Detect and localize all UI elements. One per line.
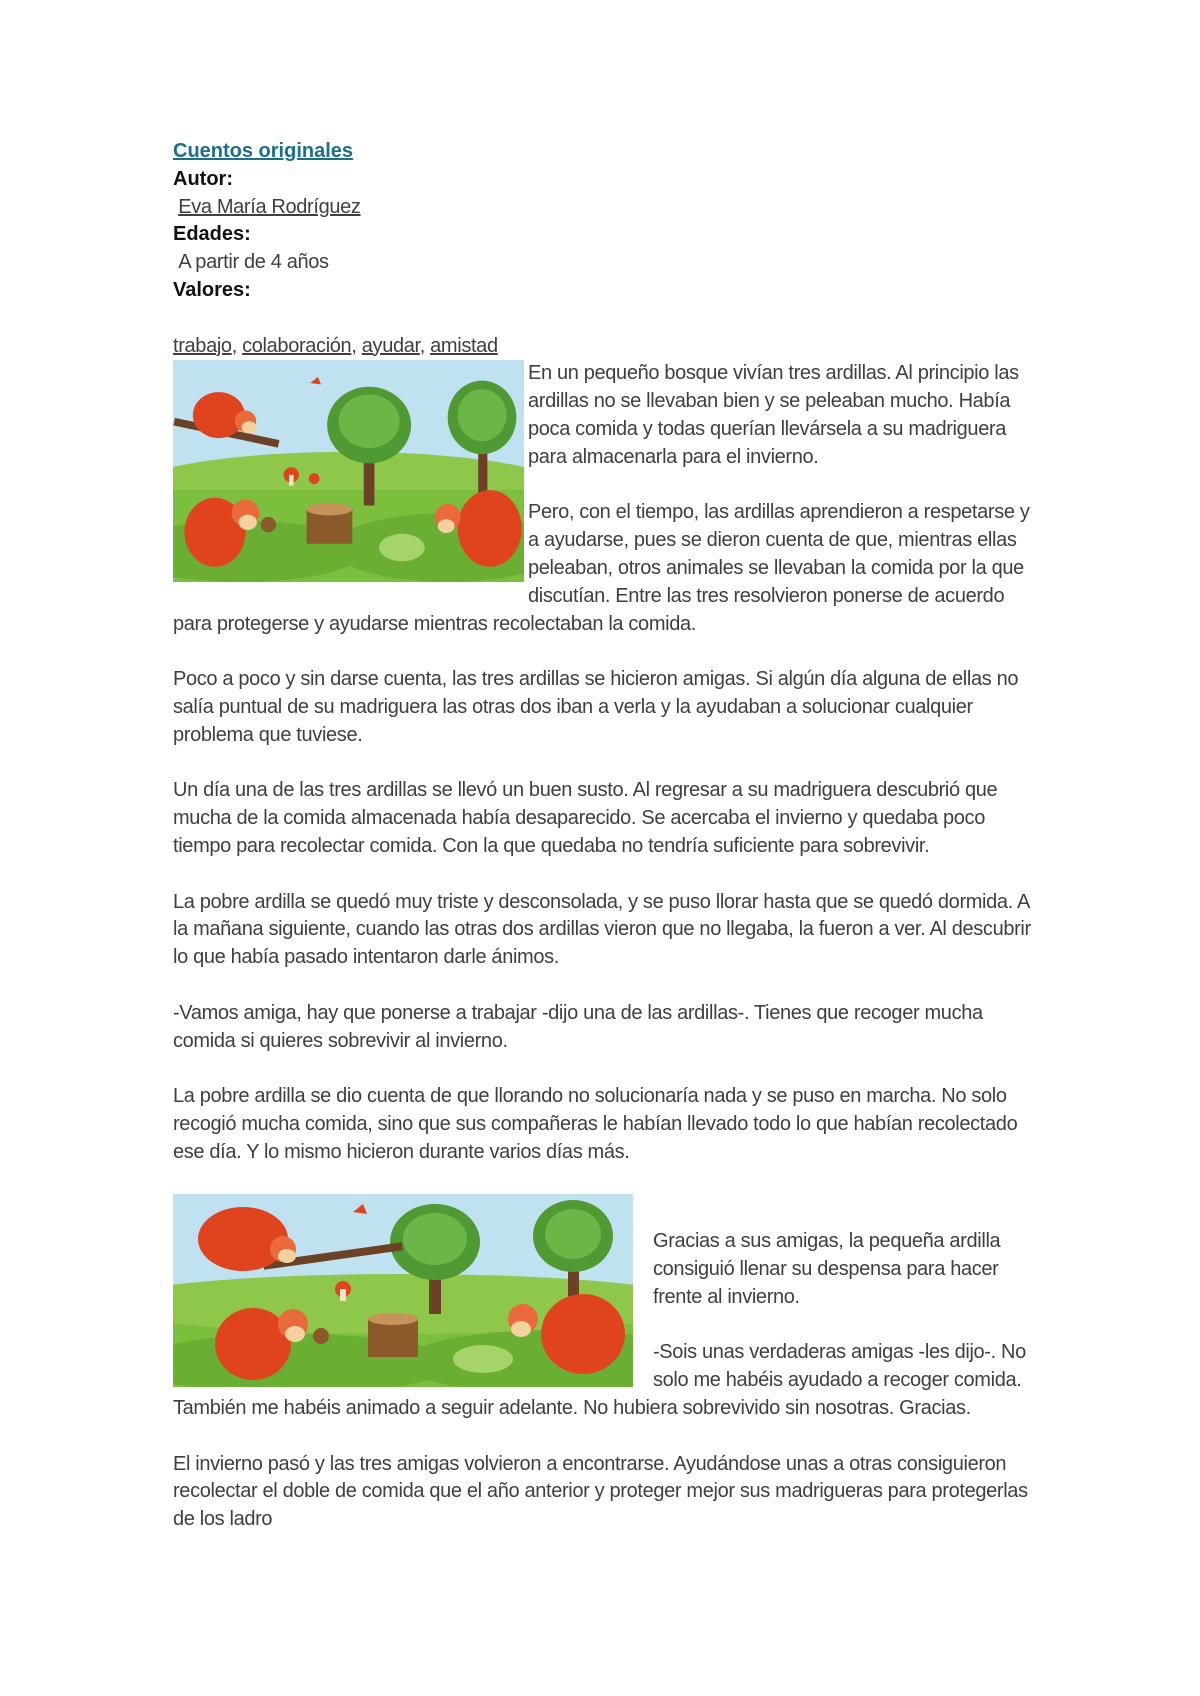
values-tags: trabajo, colaboración, ayudar, amistad (173, 334, 498, 357)
story-paragraph-9: -Sois unas verdaderas amigas -les dijo-. No solo me habéis ayudado a recoger comida. También me habéis animado a seguir adelante. No hubiera sobrevivido sin nosotras. Gracias. (173, 1341, 1026, 1420)
squirrels-forest-illustration-1 (173, 360, 524, 582)
tag-colaboracion[interactable]: colaboración (242, 334, 352, 357)
tag-trabajo[interactable]: trabajo (173, 334, 232, 357)
story-paragraph-2: Pero, con el tiempo, las ardillas aprendieron a respetarse y a ayudarse, pues se dieron cuenta de que, mientras ellas peleaban, otros animales se llevaban la comida por la que discutían. Entre las tres resolvieron ponerse de acuerdo para protegerse y ayudarse mientras recolectaban la comida. (173, 501, 1030, 635)
story-paragraph-4: Un día una de las tres ardillas se llevó un buen susto. Al regresar a su madriguera descubrió que mucha de la comida almacenada había desaparecido. Se acercaba el invierno y quedaba poco tiempo para recolectar comida. Con la que quedaba no tendría suficiente para sobrevivir. (173, 779, 998, 857)
story-paragraph-5: La pobre ardilla se quedó muy triste y desconsolada, y se puso llorar hasta que se quedó dormida. A la mañana siguiente, cuando las otras dos ardillas vieron que no llegaba, la fueron a ver. Al descubrir lo que había pasado intentaron darle ánimos. (173, 890, 1031, 969)
squirrels-forest-illustration-2 (173, 1194, 633, 1387)
story-paragraph-7: La pobre ardilla se dio cuenta de que llorando no solucionaría nada y se puso en marcha. No solo recogió mucha comida, sino que sus compañeras le habían llevado todo lo que habían recolectado ese día. Y lo mismo hicieron durante varios días más. (173, 1085, 1018, 1163)
site-link[interactable]: Cuentos originales (173, 140, 354, 162)
author-link[interactable]: Eva María Rodríguez (178, 195, 361, 218)
story-paragraph-3: Poco a poco y sin darse cuenta, las tres ardillas se hicieron amigas. Si algún día alguna de ellas no salía puntual de su madriguera las otras dos iban a verla y la ayudaban a solucionar cualquier problema que tuviese. (173, 668, 1019, 746)
story-paragraph-1: En un pequeño bosque vivían tres ardillas. Al principio las ardillas no se llevaban bien y se peleaban mucho. Había poca comida y todas querían llevársela a su madriguera para almacenarla para el invierno. (528, 362, 1019, 468)
document-page (173, 138, 1038, 1534)
tag-amistad[interactable]: amistad (430, 334, 498, 357)
story-paragraph-10: El invierno pasó y las tres amigas volvieron a encontrarse. Ayudándose unas a otras consiguieron recolectar el doble de comida que el año anterior y proteger mejor sus madrigueras para protegerlas de los ladro (173, 1452, 1028, 1531)
values-label: Valores: (173, 278, 251, 301)
story-paragraph-8: Gracias a sus amigas, la pequeña ardilla consiguió llenar su despensa para hacer frente al invierno. (653, 1230, 1001, 1308)
ages-value: A partir de 4 años (178, 251, 329, 274)
tag-ayudar[interactable]: ayudar (361, 334, 420, 357)
ages-label: Edades: (173, 223, 251, 246)
story-paragraph-6: -Vamos amiga, hay que ponerse a trabajar -dijo una de las ardillas-. Tienes que recoger mucha comida si quieres sobrevivir al invierno. (173, 1001, 983, 1052)
author-label: Autor: (173, 167, 233, 190)
